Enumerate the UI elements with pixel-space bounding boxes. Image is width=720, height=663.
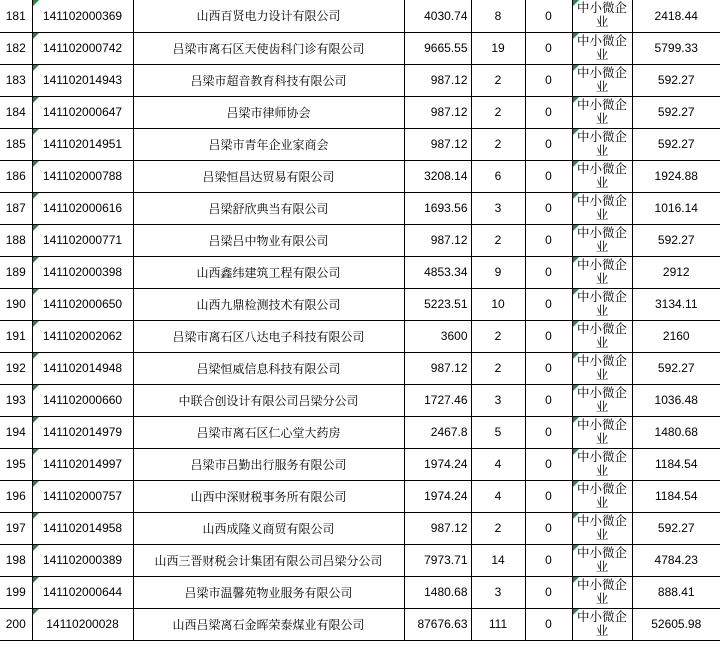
zero-value-cell: 0 bbox=[525, 256, 572, 288]
table-row bbox=[0, 416, 720, 448]
amount-cell: 9665.55 bbox=[404, 32, 471, 64]
company-name-cell: 山西成隆义商贸有限公司 bbox=[133, 512, 404, 544]
amount-cell: 1974.24 bbox=[404, 480, 471, 512]
unit-code-cell: 141102000771 bbox=[32, 224, 133, 256]
unit-code-cell: 141102014997 bbox=[32, 448, 133, 480]
company-name-cell: 吕梁市离石区仁心堂大药房 bbox=[133, 416, 404, 448]
company-name-cell: 吕梁吕中物业有限公司 bbox=[133, 224, 404, 256]
company-name-cell: 吕梁恒昌达贸易有限公司 bbox=[133, 160, 404, 192]
zero-value-cell: 0 bbox=[525, 32, 572, 64]
subsidy-amount-cell: 592.27 bbox=[632, 512, 720, 544]
unit-code-cell: 141102014958 bbox=[32, 512, 133, 544]
headcount-cell: 2 bbox=[471, 64, 525, 96]
company-name-cell: 吕梁市离石区天使齿科门诊有限公司 bbox=[133, 32, 404, 64]
headcount-cell: 3 bbox=[471, 384, 525, 416]
subsidy-amount-cell: 1184.54 bbox=[632, 480, 720, 512]
subsidy-amount-cell: 592.27 bbox=[632, 352, 720, 384]
row-index-cell: 181 bbox=[0, 0, 32, 32]
enterprise-type-cell: 中小微企业 bbox=[572, 416, 632, 448]
row-index-cell: 188 bbox=[0, 224, 32, 256]
company-name-cell: 山西三晋财税会计集团有限公司吕梁分公司 bbox=[133, 544, 404, 576]
unit-code-cell: 141102002062 bbox=[32, 320, 133, 352]
zero-value-cell: 0 bbox=[525, 160, 572, 192]
enterprise-type-cell: 中小微企业 bbox=[572, 320, 632, 352]
zero-value-cell: 0 bbox=[525, 96, 572, 128]
row-index-cell: 194 bbox=[0, 416, 32, 448]
zero-value-cell: 0 bbox=[525, 480, 572, 512]
unit-code-cell: 141102000398 bbox=[32, 256, 133, 288]
table-row bbox=[0, 288, 720, 320]
row-index-cell: 198 bbox=[0, 544, 32, 576]
headcount-cell: 10 bbox=[471, 288, 525, 320]
headcount-cell: 8 bbox=[471, 0, 525, 32]
subsidy-amount-cell: 5799.33 bbox=[632, 32, 720, 64]
subsidy-amount-cell: 2418.44 bbox=[632, 0, 720, 32]
company-name-cell: 吕梁市超音教育科技有限公司 bbox=[133, 64, 404, 96]
amount-cell: 2467.8 bbox=[404, 416, 471, 448]
enterprise-type-cell: 中小微企业 bbox=[572, 608, 632, 640]
zero-value-cell: 0 bbox=[525, 384, 572, 416]
amount-cell: 3208.14 bbox=[404, 160, 471, 192]
subsidy-amount-cell: 2912 bbox=[632, 256, 720, 288]
unit-code-cell: 141102000742 bbox=[32, 32, 133, 64]
headcount-cell: 4 bbox=[471, 480, 525, 512]
subsidy-amount-cell: 1480.68 bbox=[632, 416, 720, 448]
table-row bbox=[0, 256, 720, 288]
zero-value-cell: 0 bbox=[525, 64, 572, 96]
row-index-cell: 189 bbox=[0, 256, 32, 288]
amount-cell: 987.12 bbox=[404, 352, 471, 384]
company-name-cell: 吕梁市吕勤出行服务有限公司 bbox=[133, 448, 404, 480]
row-index-cell: 193 bbox=[0, 384, 32, 416]
subsidy-amount-cell: 592.27 bbox=[632, 224, 720, 256]
table-row bbox=[0, 64, 720, 96]
amount-cell: 1727.46 bbox=[404, 384, 471, 416]
company-name-cell: 吕梁市律师协会 bbox=[133, 96, 404, 128]
amount-cell: 5223.51 bbox=[404, 288, 471, 320]
row-index-cell: 191 bbox=[0, 320, 32, 352]
table-row bbox=[0, 384, 720, 416]
unit-code-cell: 141102014951 bbox=[32, 128, 133, 160]
amount-cell: 7973.71 bbox=[404, 544, 471, 576]
company-name-cell: 吕梁市离石区八达电子科技有限公司 bbox=[133, 320, 404, 352]
headcount-cell: 19 bbox=[471, 32, 525, 64]
company-name-cell: 吕梁市青年企业家商会 bbox=[133, 128, 404, 160]
zero-value-cell: 0 bbox=[525, 0, 572, 32]
subsidy-amount-cell: 2160 bbox=[632, 320, 720, 352]
headcount-cell: 2 bbox=[471, 128, 525, 160]
row-index-cell: 197 bbox=[0, 512, 32, 544]
company-name-cell: 吕梁恒威信息科技有限公司 bbox=[133, 352, 404, 384]
subsidy-amount-cell: 1924.88 bbox=[632, 160, 720, 192]
company-name-cell: 山西吕梁离石金晖荣泰煤业有限公司 bbox=[133, 608, 404, 640]
headcount-cell: 2 bbox=[471, 96, 525, 128]
enterprise-type-cell: 中小微企业 bbox=[572, 160, 632, 192]
headcount-cell: 6 bbox=[471, 160, 525, 192]
unit-code-cell: 141102000389 bbox=[32, 544, 133, 576]
enterprise-type-cell: 中小微企业 bbox=[572, 128, 632, 160]
enterprise-type-cell: 中小微企业 bbox=[572, 256, 632, 288]
headcount-cell: 2 bbox=[471, 352, 525, 384]
amount-cell: 1480.68 bbox=[404, 576, 471, 608]
company-name-cell: 山西九鼎检测技术有限公司 bbox=[133, 288, 404, 320]
row-index-cell: 199 bbox=[0, 576, 32, 608]
zero-value-cell: 0 bbox=[525, 128, 572, 160]
zero-value-cell: 0 bbox=[525, 448, 572, 480]
subsidy-amount-cell: 3134.11 bbox=[632, 288, 720, 320]
enterprise-type-cell: 中小微企业 bbox=[572, 32, 632, 64]
enterprise-type-cell: 中小微企业 bbox=[572, 352, 632, 384]
enterprise-type-cell: 中小微企业 bbox=[572, 288, 632, 320]
table-row bbox=[0, 96, 720, 128]
table-row bbox=[0, 160, 720, 192]
amount-cell: 87676.63 bbox=[404, 608, 471, 640]
unit-code-cell: 14110200028 bbox=[32, 608, 133, 640]
table-row bbox=[0, 224, 720, 256]
subsidy-amount-cell: 592.27 bbox=[632, 128, 720, 160]
row-index-cell: 182 bbox=[0, 32, 32, 64]
headcount-cell: 2 bbox=[471, 512, 525, 544]
table-row bbox=[0, 448, 720, 480]
zero-value-cell: 0 bbox=[525, 288, 572, 320]
table-row bbox=[0, 608, 720, 640]
zero-value-cell: 0 bbox=[525, 512, 572, 544]
unit-code-cell: 141102000788 bbox=[32, 160, 133, 192]
row-index-cell: 196 bbox=[0, 480, 32, 512]
row-index-cell: 187 bbox=[0, 192, 32, 224]
subsidy-amount-cell: 592.27 bbox=[632, 64, 720, 96]
enterprise-type-cell: 中小微企业 bbox=[572, 224, 632, 256]
headcount-cell: 4 bbox=[471, 448, 525, 480]
table-row bbox=[0, 576, 720, 608]
headcount-cell: 111 bbox=[471, 608, 525, 640]
amount-cell: 1974.24 bbox=[404, 448, 471, 480]
company-name-cell: 山西中深财税事务所有限公司 bbox=[133, 480, 404, 512]
unit-code-cell: 141102000650 bbox=[32, 288, 133, 320]
subsidy-amount-cell: 52605.98 bbox=[632, 608, 720, 640]
zero-value-cell: 0 bbox=[525, 224, 572, 256]
table-row bbox=[0, 352, 720, 384]
unit-code-cell: 141102000660 bbox=[32, 384, 133, 416]
row-index-cell: 200 bbox=[0, 608, 32, 640]
enterprise-type-cell: 中小微企业 bbox=[572, 480, 632, 512]
table-row bbox=[0, 544, 720, 576]
unit-code-cell: 141102000644 bbox=[32, 576, 133, 608]
table-row bbox=[0, 32, 720, 64]
zero-value-cell: 0 bbox=[525, 320, 572, 352]
company-name-cell: 中联合创设计有限公司吕梁分公司 bbox=[133, 384, 404, 416]
table-row bbox=[0, 320, 720, 352]
headcount-cell: 14 bbox=[471, 544, 525, 576]
company-name-cell: 吕梁舒欣典当有限公司 bbox=[133, 192, 404, 224]
enterprise-type-cell: 中小微企业 bbox=[572, 192, 632, 224]
company-name-cell: 吕梁市温馨苑物业服务有限公司 bbox=[133, 576, 404, 608]
headcount-cell: 5 bbox=[471, 416, 525, 448]
zero-value-cell: 0 bbox=[525, 544, 572, 576]
table-row bbox=[0, 192, 720, 224]
enterprise-type-cell: 中小微企业 bbox=[572, 384, 632, 416]
enterprise-type-cell: 中小微企业 bbox=[572, 544, 632, 576]
company-name-cell: 山西百贤电力设计有限公司 bbox=[133, 0, 404, 32]
unit-code-cell: 141102000647 bbox=[32, 96, 133, 128]
row-index-cell: 190 bbox=[0, 288, 32, 320]
subsidy-amount-cell: 592.27 bbox=[632, 96, 720, 128]
headcount-cell: 2 bbox=[471, 320, 525, 352]
headcount-cell: 2 bbox=[471, 224, 525, 256]
headcount-cell: 9 bbox=[471, 256, 525, 288]
unit-code-cell: 141102000616 bbox=[32, 192, 133, 224]
enterprise-type-cell: 中小微企业 bbox=[572, 96, 632, 128]
row-index-cell: 183 bbox=[0, 64, 32, 96]
subsidy-amount-cell: 1036.48 bbox=[632, 384, 720, 416]
amount-cell: 987.12 bbox=[404, 96, 471, 128]
enterprise-type-cell: 中小微企业 bbox=[572, 512, 632, 544]
table-row bbox=[0, 128, 720, 160]
table-row bbox=[0, 0, 720, 32]
subsidy-amount-cell: 888.41 bbox=[632, 576, 720, 608]
subsidy-amount-cell: 1016.14 bbox=[632, 192, 720, 224]
unit-code-cell: 141102014943 bbox=[32, 64, 133, 96]
enterprise-type-cell: 中小微企业 bbox=[572, 576, 632, 608]
company-name-cell: 山西鑫纬建筑工程有限公司 bbox=[133, 256, 404, 288]
amount-cell: 987.12 bbox=[404, 224, 471, 256]
zero-value-cell: 0 bbox=[525, 416, 572, 448]
row-index-cell: 192 bbox=[0, 352, 32, 384]
amount-cell: 987.12 bbox=[404, 128, 471, 160]
row-index-cell: 184 bbox=[0, 96, 32, 128]
subsidy-amount-cell: 4784.23 bbox=[632, 544, 720, 576]
amount-cell: 3600 bbox=[404, 320, 471, 352]
amount-cell: 987.12 bbox=[404, 512, 471, 544]
unit-code-cell: 141102014948 bbox=[32, 352, 133, 384]
zero-value-cell: 0 bbox=[525, 608, 572, 640]
unit-code-cell: 141102000757 bbox=[32, 480, 133, 512]
row-index-cell: 195 bbox=[0, 448, 32, 480]
table-row bbox=[0, 512, 720, 544]
amount-cell: 4853.34 bbox=[404, 256, 471, 288]
zero-value-cell: 0 bbox=[525, 352, 572, 384]
amount-cell: 987.12 bbox=[404, 64, 471, 96]
amount-cell: 4030.74 bbox=[404, 0, 471, 32]
row-index-cell: 185 bbox=[0, 128, 32, 160]
enterprise-type-cell: 中小微企业 bbox=[572, 0, 632, 32]
headcount-cell: 3 bbox=[471, 192, 525, 224]
enterprise-type-cell: 中小微企业 bbox=[572, 64, 632, 96]
zero-value-cell: 0 bbox=[525, 576, 572, 608]
unit-code-cell: 141102014979 bbox=[32, 416, 133, 448]
amount-cell: 1693.56 bbox=[404, 192, 471, 224]
unit-code-cell: 141102000369 bbox=[32, 0, 133, 32]
zero-value-cell: 0 bbox=[525, 192, 572, 224]
enterprise-type-cell: 中小微企业 bbox=[572, 448, 632, 480]
subsidy-amount-cell: 1184.54 bbox=[632, 448, 720, 480]
row-index-cell: 186 bbox=[0, 160, 32, 192]
headcount-cell: 3 bbox=[471, 576, 525, 608]
table-row bbox=[0, 480, 720, 512]
